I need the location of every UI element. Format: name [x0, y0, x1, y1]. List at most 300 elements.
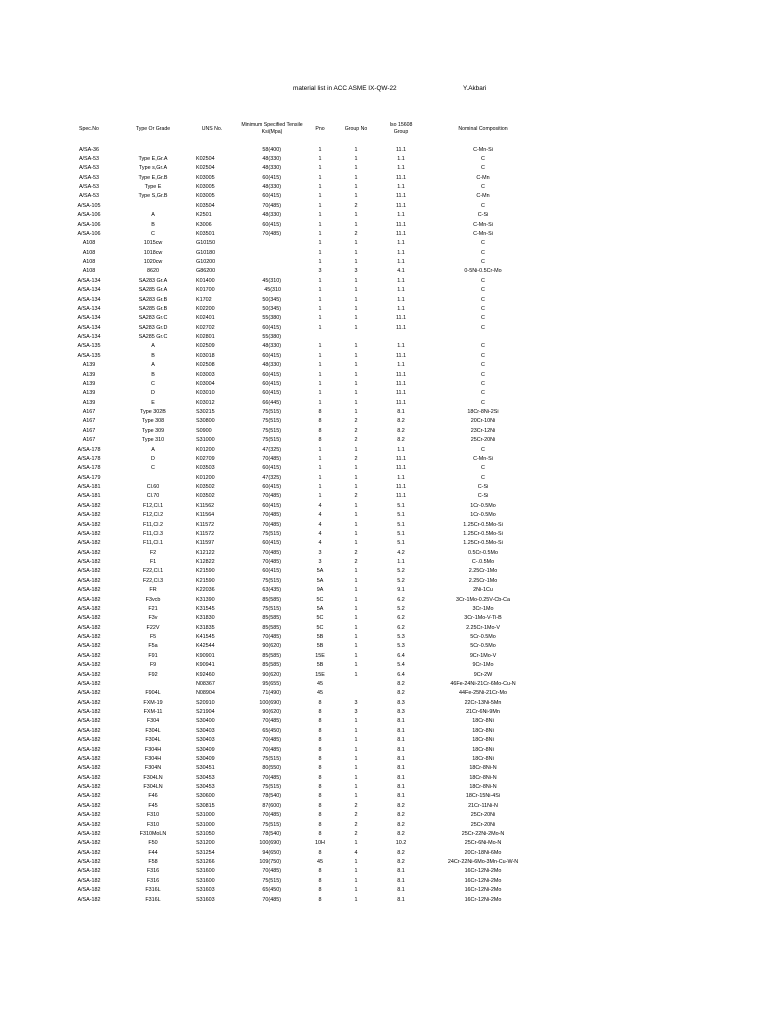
cell-group-no: 1 — [354, 896, 358, 903]
cell-group-no: 2 — [354, 455, 358, 462]
col-header-spec-no: Spec.No — [79, 125, 99, 132]
cell-tensile: 80(550) — [262, 765, 281, 772]
table-row — [0, 286, 768, 295]
cell-tensile: 70(485) — [262, 493, 281, 500]
cell-composition: 2.25Cr-1Mo-V — [466, 624, 500, 631]
cell-type-grade: F12,Cl.2 — [142, 512, 164, 519]
cell-composition: 18Cr-8Ni — [472, 718, 494, 725]
cell-group-no: 1 — [354, 512, 358, 519]
table-row — [0, 446, 768, 455]
cell-composition: C — [481, 315, 485, 322]
cell-iso-group: 9.1 — [397, 587, 405, 594]
cell-composition: 2Ni-1Cu — [473, 587, 493, 594]
cell-pno: 1 — [318, 155, 322, 162]
table-row — [0, 249, 768, 258]
table-row — [0, 464, 768, 473]
cell-tensile: 70(485) — [262, 521, 281, 528]
cell-uns-no: K02702 — [196, 324, 215, 331]
cell-type-grade: D — [151, 390, 155, 397]
cell-composition: 1Cr-0.5Mo — [470, 502, 496, 509]
cell-type-grade: F22,Cl.1 — [142, 568, 164, 575]
cell-tensile: 85(585) — [262, 596, 281, 603]
cell-type-grade: F12,Cl.1 — [142, 502, 164, 509]
cell-composition: C — [481, 324, 485, 331]
cell-pno: 4 — [318, 521, 322, 528]
cell-spec-no: A/SA-53 — [78, 155, 100, 162]
cell-pno: 5A — [316, 577, 324, 584]
cell-group-no: 2 — [354, 437, 358, 444]
cell-group-no: 1 — [354, 755, 358, 762]
cell-type-grade: F304LN — [143, 784, 163, 790]
cell-composition: C — [481, 305, 485, 312]
cell-uns-no: K01200 — [196, 446, 215, 453]
cell-tensile: 48(330) — [262, 184, 281, 190]
cell-spec-no: A/SA-182 — [77, 662, 101, 669]
cell-uns-no: S31266 — [196, 859, 215, 865]
cell-composition: C — [481, 362, 485, 369]
cell-composition: 21Cr-11Ni-N — [468, 802, 498, 809]
cell-uns-no: K41545 — [196, 634, 215, 640]
cell-uns-no: K03010 — [196, 390, 215, 397]
cell-group-no: 1 — [354, 840, 358, 847]
cell-group-no: 1 — [354, 737, 358, 744]
cell-iso-group: 5.3 — [397, 634, 405, 640]
cell-iso-group: 10.2 — [395, 840, 407, 847]
cell-group-no: 1 — [354, 409, 358, 415]
cell-uns-no: S30600 — [196, 793, 215, 800]
cell-type-grade: Type E,Gr.A — [138, 155, 168, 162]
cell-spec-no: A/SA-53 — [78, 174, 100, 181]
cell-tensile: 70(485) — [262, 455, 281, 462]
cell-composition: C — [481, 287, 485, 294]
cell-type-grade: SA283 Gr.A — [138, 277, 168, 284]
cell-iso-group: 8.2 — [397, 802, 405, 809]
cell-spec-no: A/SA-182 — [77, 502, 101, 509]
cell-composition: 18Cr-8Ni-N — [469, 774, 497, 781]
cell-composition: C-Mn-Si — [473, 221, 493, 228]
table-row — [0, 155, 768, 164]
cell-type-grade: B — [151, 221, 155, 228]
table-row — [0, 474, 768, 483]
cell-iso-group: 5.1 — [397, 502, 405, 509]
table-row — [0, 596, 768, 605]
cell-group-no: 1 — [354, 624, 358, 631]
cell-pno: 8 — [318, 709, 322, 715]
table-row — [0, 839, 768, 848]
cell-spec-no: A/SA-182 — [77, 718, 101, 725]
cell-tensile: 48(330) — [262, 362, 281, 369]
cell-composition: C — [481, 352, 485, 359]
cell-uns-no: K11597 — [196, 540, 215, 547]
cell-spec-no: A/SA-105 — [77, 202, 101, 209]
col-header-type-grade: Type Or Grade — [135, 125, 171, 132]
cell-uns-no: N08904 — [196, 690, 215, 697]
cell-tensile: 100(690) — [259, 699, 281, 706]
cell-iso-group: 1.1 — [397, 212, 405, 219]
cell-tensile: 50(345) — [262, 305, 281, 312]
cell-spec-no: A139 — [82, 390, 96, 397]
cell-spec-no: A/SA-182 — [77, 699, 101, 706]
cell-pno: 1 — [318, 380, 322, 387]
cell-type-grade: F310MoLN — [139, 830, 167, 837]
cell-group-no: 1 — [354, 662, 358, 669]
cell-tensile: 70(485) — [262, 634, 281, 640]
table-row — [0, 614, 768, 623]
cell-composition: 18Cr-8Ni-N — [469, 784, 497, 790]
table-row — [0, 492, 768, 501]
cell-tensile: 70(485) — [262, 512, 281, 519]
table-row — [0, 811, 768, 820]
cell-uns-no: S30453 — [196, 784, 215, 790]
cell-tensile: 78(540) — [262, 793, 281, 800]
cell-tensile: 60(415) — [262, 174, 281, 181]
cell-iso-group: 8.1 — [397, 737, 405, 744]
table-row — [0, 389, 768, 398]
cell-type-grade: SA283 Gr.B — [138, 296, 168, 303]
cell-spec-no: A/SA-182 — [77, 727, 101, 734]
cell-group-no: 1 — [354, 540, 358, 547]
cell-type-grade: Type 310 — [141, 437, 165, 444]
col-header-group-no: Group No — [344, 125, 368, 132]
cell-uns-no: K1702 — [196, 296, 212, 303]
cell-iso-group: 8.2 — [397, 690, 405, 697]
cell-group-no: 2 — [354, 802, 358, 809]
cell-uns-no: K03503 — [196, 465, 215, 472]
cell-composition: C — [481, 446, 485, 453]
cell-tensile: 60(415) — [262, 465, 281, 472]
cell-pno: 8 — [318, 821, 322, 828]
cell-composition: 18Cr-8Ni — [472, 737, 494, 744]
cell-composition: C-Mn-Si — [473, 146, 493, 153]
cell-uns-no: K03018 — [196, 352, 215, 359]
cell-tensile: 100(690) — [259, 840, 281, 847]
cell-group-no: 2 — [354, 812, 358, 819]
cell-tensile: 55(380) — [262, 334, 281, 340]
cell-tensile: 60(415) — [262, 484, 281, 490]
cell-uns-no: K92460 — [196, 671, 215, 678]
cell-pno: 1 — [318, 249, 322, 256]
cell-tensile: 94(650) — [262, 849, 281, 856]
cell-spec-no: A/SA-182 — [77, 793, 101, 800]
cell-iso-group: 8.1 — [397, 718, 405, 725]
cell-pno: 8 — [318, 812, 322, 819]
cell-spec-no: A/SA-182 — [77, 746, 101, 753]
cell-tensile: 70(485) — [262, 737, 281, 744]
table-row — [0, 380, 768, 389]
cell-tensile: 90(620) — [262, 709, 281, 715]
table-row — [0, 830, 768, 839]
cell-uns-no: K02709 — [196, 455, 215, 462]
cell-spec-no: A/SA-182 — [77, 690, 101, 697]
cell-spec-no: A139 — [82, 371, 96, 378]
cell-tensile: 109(750) — [259, 859, 281, 865]
cell-iso-group: 11.1 — [395, 230, 407, 237]
table-row — [0, 680, 768, 689]
cell-iso-group: 5.1 — [397, 540, 405, 547]
cell-iso-group: 5.2 — [397, 577, 405, 584]
table-row — [0, 671, 768, 680]
cell-type-grade: FXM-11 — [143, 709, 163, 715]
cell-iso-group: 5.3 — [397, 643, 405, 650]
cell-composition: 21Cr-6Ni-9Mn — [466, 709, 500, 715]
cell-group-no: 1 — [354, 568, 358, 575]
cell-pno: 1 — [318, 362, 322, 369]
cell-spec-no: A/SA-36 — [78, 146, 100, 153]
cell-uns-no: K11564 — [196, 512, 215, 519]
cell-iso-group: 11.1 — [395, 493, 407, 500]
cell-type-grade: Cl.60 — [146, 484, 160, 490]
cell-spec-no: A/SA-182 — [77, 512, 101, 519]
cell-uns-no: S30800 — [196, 418, 215, 425]
cell-uns-no: K31390 — [196, 596, 215, 603]
cell-composition: 1.25Cr-0.5Mo-Si — [463, 521, 503, 528]
cell-iso-group: 4.2 — [397, 549, 405, 556]
cell-composition: 3Cr-1Mo-V-Ti-B — [464, 615, 502, 622]
table-row — [0, 764, 768, 773]
cell-uns-no: K31835 — [196, 624, 215, 631]
cell-group-no: 2 — [354, 230, 358, 237]
cell-group-no: 3 — [354, 268, 358, 275]
cell-composition: 20Cr-18Ni-6Mo — [464, 849, 502, 856]
table-row — [0, 886, 768, 895]
cell-composition: C-Si — [477, 212, 489, 219]
cell-pno: 4 — [318, 512, 322, 519]
cell-pno: 8 — [318, 887, 322, 894]
cell-tensile: 85(585) — [262, 652, 281, 659]
cell-group-no: 1 — [354, 380, 358, 387]
cell-composition: C — [481, 474, 485, 481]
table-row — [0, 689, 768, 698]
cell-pno: 1 — [318, 493, 322, 500]
cell-group-no: 1 — [354, 184, 358, 190]
table-row — [0, 774, 768, 783]
table-row — [0, 164, 768, 173]
cell-iso-group: 1.1 — [397, 165, 405, 172]
document-title: material list in ACC ASME IX-QW-22 — [293, 85, 397, 92]
cell-type-grade: SA285 Gr.C — [138, 334, 168, 340]
cell-type-grade: F5a — [148, 643, 158, 650]
cell-composition: 2.25Cr-1Mo — [468, 568, 498, 575]
cell-pno: 8 — [318, 896, 322, 903]
cell-iso-group: 8.1 — [397, 896, 405, 903]
cell-pno: 1 — [318, 315, 322, 322]
cell-spec-no: A/SA-182 — [77, 784, 101, 790]
cell-uns-no: S31200 — [196, 840, 215, 847]
cell-pno: 1 — [318, 324, 322, 331]
cell-tensile: 47(325) — [262, 446, 281, 453]
cell-composition: 9Cr-2W — [473, 671, 493, 678]
table-row — [0, 521, 768, 530]
cell-spec-no: A/SA-182 — [77, 680, 101, 687]
cell-iso-group: 1.1 — [397, 259, 405, 265]
cell-type-grade: C — [151, 465, 155, 472]
cell-type-grade: A — [151, 212, 155, 219]
cell-composition: 46Fe-24Ni-21Cr-6Mo-Cu-N — [450, 680, 516, 687]
cell-uns-no: K11572 — [196, 521, 215, 528]
cell-pno: 1 — [318, 446, 322, 453]
cell-pno: 1 — [318, 455, 322, 462]
cell-type-grade: F11,Cl.1 — [143, 540, 163, 547]
cell-group-no: 1 — [354, 296, 358, 303]
table-row — [0, 802, 768, 811]
cell-type-grade: B — [151, 371, 155, 378]
cell-spec-no: A/SA-134 — [77, 315, 101, 322]
cell-spec-no: A/SA-182 — [77, 577, 101, 584]
table-row — [0, 174, 768, 183]
cell-tensile: 60(415) — [262, 221, 281, 228]
cell-iso-group: 8.1 — [397, 409, 405, 415]
cell-type-grade: F21 — [148, 605, 158, 612]
cell-spec-no: A/SA-181 — [77, 484, 101, 490]
cell-composition: C — [481, 165, 485, 172]
cell-pno: 1 — [318, 230, 322, 237]
table-row — [0, 305, 768, 314]
cell-tensile: 65(450) — [262, 727, 281, 734]
table-row — [0, 239, 768, 248]
cell-uns-no: K02200 — [196, 305, 215, 312]
cell-pno: 1 — [318, 371, 322, 378]
cell-type-grade: Type E — [144, 184, 162, 190]
cell-group-no: 1 — [354, 165, 358, 172]
cell-group-no: 1 — [354, 146, 358, 153]
cell-group-no: 1 — [354, 371, 358, 378]
cell-pno: 8 — [318, 418, 322, 425]
cell-composition: 25Cr-22Ni-2Mo-N — [461, 830, 505, 837]
cell-group-no: 1 — [354, 277, 358, 284]
cell-composition: C-Si — [477, 493, 489, 500]
cell-type-grade: F3v — [148, 615, 158, 622]
cell-iso-group: 1.1 — [397, 474, 405, 481]
cell-pno: 3 — [318, 268, 322, 275]
cell-tensile: 75(515) — [262, 427, 281, 434]
cell-pno: 8 — [318, 849, 322, 856]
cell-composition: 24Cr-22Ni-6Mo-3Mn-Cu-W-N — [447, 859, 519, 865]
cell-pno: 5A — [316, 568, 324, 575]
cell-spec-no: A/SA-182 — [77, 765, 101, 772]
cell-type-grade: F2 — [149, 549, 157, 556]
cell-uns-no: K03004 — [196, 380, 215, 387]
cell-group-no: 1 — [354, 174, 358, 181]
material-table-body — [0, 146, 768, 905]
cell-composition: 3Cr-1Mo — [472, 605, 494, 612]
table-row — [0, 146, 768, 155]
cell-iso-group: 11.1 — [395, 465, 407, 472]
cell-tensile: 75(515) — [262, 755, 281, 762]
cell-uns-no: G10180 — [196, 249, 216, 256]
cell-group-no: 1 — [354, 193, 358, 200]
cell-spec-no: A/SA-106 — [77, 212, 101, 219]
cell-tensile: 70(485) — [262, 230, 281, 237]
cell-composition: 9Cr-1Mo — [472, 662, 494, 669]
cell-uns-no: S20910 — [196, 699, 215, 706]
cell-iso-group: 8.2 — [397, 680, 405, 687]
cell-composition: 25Cr-20Ni — [470, 812, 496, 819]
cell-type-grade: F3vcb — [145, 596, 161, 603]
cell-iso-group: 11.1 — [395, 399, 407, 406]
cell-group-no: 1 — [354, 577, 358, 584]
cell-uns-no: K01400 — [196, 277, 215, 284]
cell-uns-no: S31603 — [196, 896, 215, 903]
cell-uns-no: S31050 — [196, 830, 215, 837]
cell-iso-group: 8.1 — [397, 877, 405, 884]
cell-spec-no: A/SA-182 — [77, 877, 101, 884]
cell-spec-no: A/SA-182 — [77, 530, 101, 537]
cell-composition: C-.0.5Mo — [471, 559, 495, 565]
cell-iso-group: 1.1 — [397, 184, 405, 190]
cell-uns-no: K02504 — [196, 155, 215, 162]
cell-type-grade: F50 — [148, 840, 158, 847]
cell-spec-no: A/SA-53 — [78, 193, 100, 200]
cell-tensile: 63(435) — [262, 587, 281, 594]
cell-group-no: 1 — [354, 249, 358, 256]
cell-group-no: 1 — [354, 324, 358, 331]
cell-uns-no: K03504 — [196, 202, 215, 209]
cell-iso-group: 1.1 — [397, 446, 405, 453]
cell-iso-group: 1.1 — [397, 249, 405, 256]
cell-iso-group: 5.1 — [397, 512, 405, 519]
cell-uns-no: K03005 — [196, 184, 215, 190]
cell-type-grade: Type 309 — [141, 427, 165, 434]
cell-group-no: 1 — [354, 287, 358, 294]
cell-uns-no: K03003 — [196, 371, 215, 378]
cell-spec-no: A167 — [82, 437, 96, 444]
cell-iso-group: 1.1 — [397, 296, 405, 303]
cell-uns-no: S21904 — [196, 709, 215, 715]
table-row — [0, 558, 768, 567]
cell-pno: 1 — [318, 277, 322, 284]
cell-type-grade: F304H — [144, 746, 162, 753]
table-row — [0, 736, 768, 745]
document-author: Y.Akbari — [463, 85, 487, 92]
cell-uns-no: K2501 — [196, 212, 212, 219]
cell-spec-no: A139 — [82, 362, 96, 369]
cell-uns-no: K21590 — [196, 568, 215, 575]
cell-tensile: 60(415) — [262, 371, 281, 378]
cell-tensile: 60(415) — [262, 324, 281, 331]
cell-type-grade: F46 — [148, 793, 158, 800]
cell-iso-group: 8.1 — [397, 727, 405, 734]
cell-group-no: 1 — [354, 615, 358, 622]
cell-composition: 1Cr-0.5Mo — [470, 512, 496, 519]
cell-iso-group: 5.4 — [397, 662, 405, 669]
cell-iso-group: 1.1 — [397, 362, 405, 369]
cell-group-no: 1 — [354, 212, 358, 219]
cell-pno: 8 — [318, 746, 322, 753]
cell-tensile: 45(310 — [264, 287, 281, 294]
cell-type-grade: F304H — [144, 755, 162, 762]
cell-spec-no: A108 — [82, 268, 96, 275]
cell-uns-no: N08367 — [196, 680, 215, 687]
table-row — [0, 511, 768, 520]
cell-tensile: 48(330) — [262, 155, 281, 162]
cell-group-no: 1 — [354, 634, 358, 640]
cell-iso-group: 6.4 — [397, 652, 405, 659]
cell-uns-no: S31603 — [196, 887, 215, 894]
cell-composition: C — [481, 371, 485, 378]
cell-pno: 8 — [318, 868, 322, 875]
cell-uns-no: K21590 — [196, 577, 215, 584]
cell-pno: 8 — [318, 830, 322, 837]
cell-spec-no: A/SA-182 — [77, 709, 101, 715]
cell-group-no: 1 — [354, 887, 358, 894]
cell-composition: 16Cr-12Ni-2Mo — [464, 868, 502, 875]
cell-group-no: 3 — [354, 709, 358, 715]
cell-pno: 5B — [316, 662, 324, 669]
cell-spec-no: A/SA-106 — [77, 221, 101, 228]
table-row — [0, 642, 768, 651]
cell-iso-group: 5.1 — [397, 521, 405, 528]
cell-composition: 9Cr-1Mo-V — [469, 652, 497, 659]
